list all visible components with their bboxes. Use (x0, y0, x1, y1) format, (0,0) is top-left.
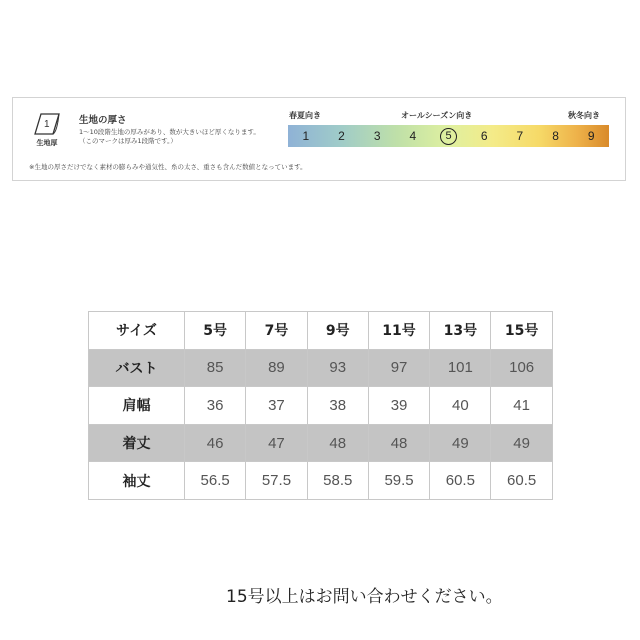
size-column-header: 5号 (185, 312, 246, 350)
scale-step-3 (359, 125, 395, 147)
scale-step-number: 2 (338, 129, 345, 143)
table-cell: 49 (430, 424, 491, 462)
table-cell: 58.5 (307, 462, 368, 500)
table-cell: 60.5 (491, 462, 552, 500)
size-column-header: 15号 (491, 312, 552, 350)
table-row (89, 462, 553, 500)
table-cell: 48 (368, 424, 429, 462)
table-cell: 39 (368, 387, 429, 425)
row-header: バスト (89, 349, 185, 387)
scale-step-8 (538, 125, 574, 147)
row-header: 肩幅 (89, 387, 185, 425)
table-cell: 57.5 (246, 462, 307, 500)
table-row (89, 424, 553, 462)
table-cell: 89 (246, 349, 307, 387)
table-row (89, 312, 553, 350)
table-cell: 36 (185, 387, 246, 425)
table-cell: 101 (430, 349, 491, 387)
scale-step-4 (395, 125, 431, 147)
row-header: サイズ (89, 312, 185, 350)
table-cell: 59.5 (368, 462, 429, 500)
scale-step-number: 4 (409, 129, 417, 143)
description-line: 1～10段階生地の厚みがあり、数が大きいほど厚くなります。 (79, 128, 260, 136)
size-table (88, 311, 553, 500)
table-row (89, 387, 553, 425)
scale-step-9 (573, 125, 609, 147)
table-cell: 49 (491, 424, 552, 462)
table-cell: 41 (491, 387, 552, 425)
size-footnote: 15号以上はお問い合わせください。 (226, 587, 503, 607)
row-header: 袖丈 (89, 462, 185, 500)
table-cell: 56.5 (185, 462, 246, 500)
fabric-thickness-icon-label: 生地厚 (36, 139, 58, 147)
fabric-thickness-icon (29, 110, 65, 148)
scale-step-number: 7 (516, 129, 524, 143)
scale-step-2 (324, 125, 360, 147)
description-line: （このマークは厚み1段階です。） (79, 137, 177, 145)
scale-step-1 (288, 125, 324, 147)
scale-step-5 (431, 125, 467, 147)
scale-step-number: 8 (552, 129, 559, 143)
scale-step-number: 3 (373, 129, 381, 143)
fabric-thickness-icon-number: 1 (44, 119, 50, 130)
fabric-thickness-panel (12, 97, 626, 181)
thickness-scale-bar (288, 125, 609, 147)
scale-step-number: 5 (440, 128, 457, 145)
scale-step-7 (502, 125, 538, 147)
size-column-header: 13号 (430, 312, 491, 350)
table-cell: 106 (491, 349, 552, 387)
table-cell: 40 (430, 387, 491, 425)
table-cell: 93 (307, 349, 368, 387)
table-cell: 48 (307, 424, 368, 462)
scale-label-autumn-winter: 秋冬向き (568, 111, 600, 120)
size-column-header: 11号 (368, 312, 429, 350)
table-cell: 47 (246, 424, 307, 462)
table-cell: 37 (246, 387, 307, 425)
fabric-thickness-note: ※生地の厚さだけでなく素材の膨らみや通気性、糸の太さ、重さも含んだ数値となっています。 (29, 163, 307, 171)
scale-label-spring-summer: 春夏向き (289, 111, 321, 120)
fabric-sheet-icon (29, 110, 65, 136)
table-cell: 38 (307, 387, 368, 425)
table-cell: 97 (368, 349, 429, 387)
scale-step-number: 6 (480, 129, 488, 143)
table-row (89, 349, 553, 387)
scale-step-number: 1 (302, 129, 310, 143)
table-cell: 85 (185, 349, 246, 387)
table-cell: 60.5 (430, 462, 491, 500)
size-column-header: 9号 (307, 312, 368, 350)
table-cell: 46 (185, 424, 246, 462)
fabric-thickness-description (79, 128, 260, 146)
scale-step-number: 9 (587, 129, 595, 143)
row-header: 着丈 (89, 424, 185, 462)
size-column-header: 7号 (246, 312, 307, 350)
fabric-thickness-title: 生地の厚さ (79, 115, 127, 126)
scale-step-6 (466, 125, 502, 147)
scale-label-all-season: オールシーズン向き (401, 111, 473, 120)
